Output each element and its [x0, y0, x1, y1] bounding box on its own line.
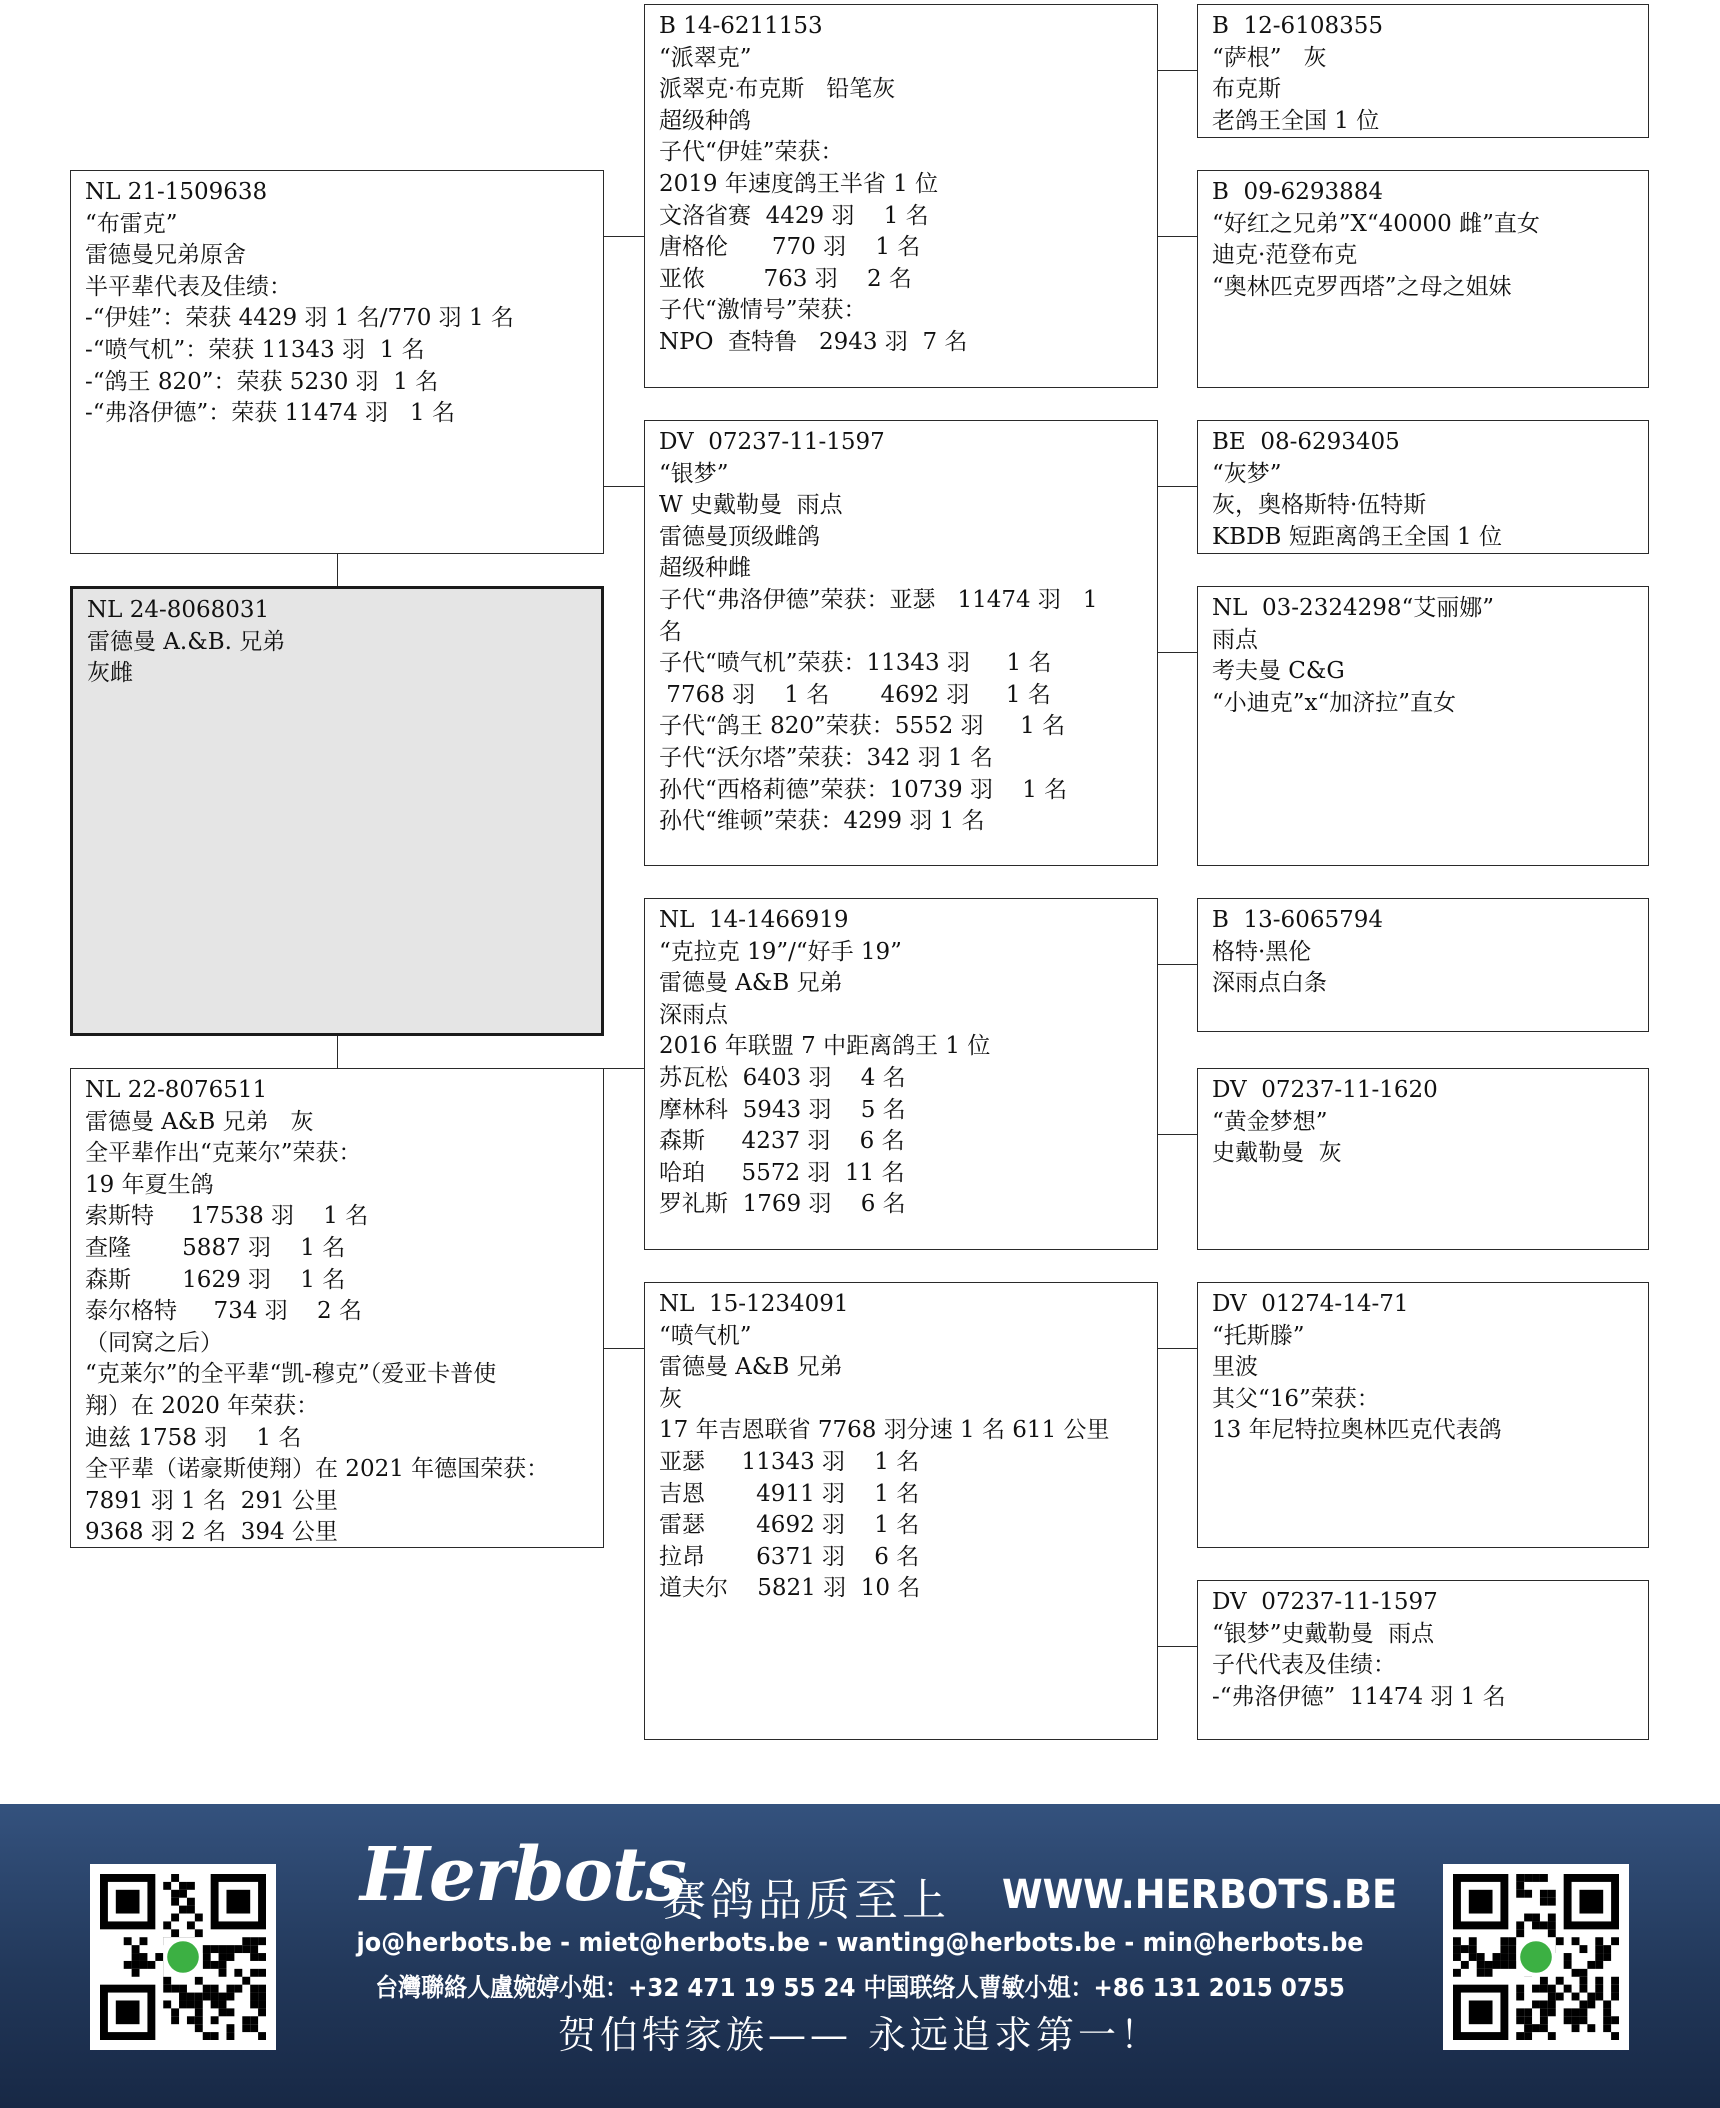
connector-ssd — [1158, 236, 1197, 237]
card-line: 17 年吉恩联省 7768 羽分速 1 名 611 公里 — [659, 1417, 1110, 1444]
card-line: BE 08-6293405 — [1212, 429, 1400, 455]
family-tagline: 贺伯特家族—— 永远追求第一！ — [557, 2013, 1163, 2057]
card-line: 子代“鸽王 820”荣获：5552 羽 1 名 — [659, 713, 1066, 740]
connector-sire-dam — [604, 486, 644, 487]
card-line: “黄金梦想” — [1212, 1108, 1328, 1135]
card-line: 雷德曼兄弟原舍 — [85, 242, 246, 269]
card-line: 子代“弗洛伊德”荣获：亚瑟 11474 羽 1 — [659, 586, 1098, 613]
card-line: “托斯滕” — [1212, 1322, 1305, 1349]
footer-banner — [0, 1804, 1720, 2108]
card-line: 子代“激情号”荣获： — [659, 297, 867, 324]
card-line: “小迪克”x“加济拉”直女 — [1212, 689, 1457, 716]
card-line: 迪克·范登布克 — [1212, 242, 1358, 269]
card-line: NL 22-8076511 — [85, 1077, 268, 1103]
sss-card — [1197, 4, 1649, 138]
card-line: B 13-6065794 — [1212, 907, 1383, 933]
card-line: DV 07237-11-1620 — [1212, 1077, 1438, 1103]
ddd-card — [1197, 1580, 1649, 1740]
dam-dam-card — [644, 1282, 1158, 1740]
card-line: 深雨点白条 — [1212, 970, 1327, 997]
card-line: NL 03-2324298“艾丽娜” — [1212, 595, 1495, 621]
card-line: DV 01274-14-71 — [1212, 1291, 1409, 1317]
card-line: 子代“喷气机”荣获：11343 羽 1 名 — [659, 650, 1052, 677]
card-line: 唐格伦 770 羽 1 名 — [659, 234, 921, 261]
card-line: 雷德曼 A.&B. 兄弟 — [87, 628, 286, 655]
card-line: -“喷气机”：荣获 11343 羽 1 名 — [85, 336, 425, 363]
card-line: -“弗洛伊德”：荣获 11474 羽 1 名 — [85, 400, 455, 427]
subject-card — [70, 586, 604, 1036]
card-line: 7768 羽 1 名 4692 羽 1 名 — [659, 681, 1051, 708]
ssd-card — [1197, 170, 1649, 388]
card-line: 哈珀 5572 羽 11 名 — [659, 1159, 905, 1186]
card-line: “奥林匹克罗西塔”之母之姐妹 — [1212, 273, 1512, 300]
card-line: NL 24-8068031 — [87, 597, 270, 623]
card-line: 派翠克·布克斯 铅笔灰 — [659, 76, 896, 103]
card-line: 2019 年速度鸽王半省 1 位 — [659, 170, 939, 197]
card-line: 灰，奥格斯特·伍特斯 — [1212, 492, 1427, 519]
connector-dds — [1158, 1348, 1197, 1349]
card-line: 孙代“维顿”荣获：4299 羽 1 名 — [659, 808, 985, 835]
sdd-card — [1197, 586, 1649, 866]
card-line: 亚瑟 11343 羽 1 名 — [659, 1448, 920, 1475]
card-line: “喷气机” — [659, 1322, 752, 1349]
card-line: 文洛省赛 4429 羽 1 名 — [659, 202, 929, 229]
card-line: 罗礼斯 1769 羽 6 名 — [659, 1191, 906, 1218]
connector-sds — [1158, 486, 1197, 487]
card-line: 子代“伊娃”荣获： — [659, 139, 844, 166]
card-line: NL 21-1509638 — [85, 179, 268, 205]
card-line: 迪兹 1758 羽 1 名 — [85, 1424, 302, 1451]
card-line: 苏瓦松 6403 羽 4 名 — [659, 1064, 906, 1091]
card-line: B 09-6293884 — [1212, 179, 1383, 205]
connector-sss — [1158, 70, 1197, 71]
card-line: 灰 — [659, 1385, 682, 1412]
card-line: 吉恩 4911 羽 1 名 — [659, 1480, 920, 1507]
card-line: 雷德曼 A&B 兄弟 — [659, 970, 843, 997]
herbots-logo: Herbots — [360, 1832, 686, 1918]
card-line: 森斯 1629 羽 1 名 — [85, 1266, 346, 1293]
card-line: 雷德曼 A&B 兄弟 灰 — [85, 1108, 314, 1135]
connector-sire-sire — [604, 236, 644, 237]
card-line: W 史戴勒曼 雨点 — [659, 492, 843, 519]
card-line: “灰梦” — [1212, 460, 1282, 487]
card-line: 全平辈（诺豪斯使翔）在 2021 年德国荣获： — [85, 1456, 550, 1483]
card-line: 里波 — [1212, 1354, 1258, 1381]
card-line: 7891 羽 1 名 291 公里 — [85, 1487, 338, 1514]
card-line: 名 — [659, 618, 682, 645]
card-line: 索斯特 17538 羽 1 名 — [85, 1203, 369, 1230]
card-line: “好红之兄弟”X“40000 雌”直女 — [1212, 210, 1540, 237]
card-line: 子代代表及佳绩： — [1212, 1652, 1396, 1679]
card-line: 雷瑟 4692 羽 1 名 — [659, 1512, 920, 1539]
card-line: 深雨点 — [659, 1001, 728, 1028]
card-line: B 12-6108355 — [1212, 13, 1383, 39]
card-line: 孙代“西格莉德”荣获：10739 羽 1 名 — [659, 776, 1068, 803]
connector-subject-dam — [337, 1036, 338, 1068]
dsd-card — [1197, 1068, 1649, 1250]
card-line: -“弗洛伊德” 11474 羽 1 名 — [1212, 1683, 1506, 1710]
brand-row — [360, 1832, 1398, 1926]
card-line: 考夫曼 C&G — [1212, 658, 1345, 685]
card-line: 2016 年联盟 7 中距离鸽王 1 位 — [659, 1033, 991, 1060]
card-line: 老鸽王全国 1 位 — [1212, 107, 1380, 134]
card-line: 9368 羽 2 名 394 公里 — [85, 1519, 338, 1546]
card-line: “克莱尔”的全平辈“凯-穆克”（爱亚卡普使 — [85, 1361, 497, 1388]
card-line: “萨根” 灰 — [1212, 44, 1327, 71]
card-line: （同窝之后） — [85, 1329, 223, 1356]
sire-dam-card — [644, 420, 1158, 866]
connector-ddd — [1158, 1646, 1197, 1647]
card-line: 19 年夏生鸽 — [85, 1171, 214, 1198]
card-line: “派翠克” — [659, 44, 752, 71]
card-line: 雷德曼顶级雌鸽 — [659, 523, 820, 550]
sire-sire-card — [644, 4, 1158, 388]
card-line: NL 15-1234091 — [659, 1291, 849, 1317]
card-line: 道夫尔 5821 羽 10 名 — [659, 1575, 921, 1602]
card-line: 灰雌 — [87, 660, 133, 687]
card-line: 半平辈代表及佳绩： — [85, 273, 292, 300]
card-line: 查隆 5887 羽 1 名 — [85, 1234, 346, 1261]
card-line: 超级种鸽 — [659, 107, 751, 134]
connector-sdd — [1158, 652, 1197, 653]
card-line: -“伊娃”：荣获 4429 羽 1 名/770 羽 1 名 — [85, 305, 514, 332]
card-line: “银梦”史戴勒曼 雨点 — [1212, 1620, 1435, 1647]
card-line: KBDB 短距离鸽王全国 1 位 — [1212, 523, 1502, 550]
card-line: 亚侬 763 羽 2 名 — [659, 265, 912, 292]
dam-card — [70, 1068, 604, 1548]
connector-dsd — [1158, 1134, 1197, 1135]
card-line: DV 07237-11-1597 — [659, 429, 885, 455]
contact-phones: 台灣聯絡人盧婉婷小姐：+32 471 19 55 24 中国联络人曹敏小姐：+86 131 2015 0755 — [375, 1973, 1345, 2002]
card-line: “布雷克” — [85, 210, 178, 237]
card-line: DV 07237-11-1597 — [1212, 1589, 1438, 1615]
dds-card — [1197, 1282, 1649, 1548]
card-line: 雨点 — [1212, 626, 1258, 653]
card-line: 13 年尼特拉奥林匹克代表鸽 — [1212, 1417, 1502, 1444]
connector-dam-dam — [604, 1348, 644, 1349]
website-link[interactable]: WWW.HERBOTS.BE — [1002, 1872, 1398, 1918]
sire-card — [70, 170, 604, 554]
card-line: B 14-6211153 — [659, 13, 823, 39]
card-line: NPO 查特鲁 2943 羽 7 名 — [659, 328, 968, 355]
connector-sire-subject — [337, 554, 338, 586]
card-line: 布克斯 — [1212, 76, 1281, 103]
card-line: 子代“沃尔塔”荣获：342 羽 1 名 — [659, 744, 993, 771]
card-line: “银梦” — [659, 460, 729, 487]
card-line: 其父“16”荣获： — [1212, 1385, 1380, 1412]
card-line: 全平辈作出“克莱尔”荣获： — [85, 1140, 362, 1167]
card-line: 超级种雌 — [659, 555, 751, 582]
dss-card — [1197, 898, 1649, 1032]
card-line: NL 14-1466919 — [659, 907, 849, 933]
wechat-qr-code[interactable] — [1443, 1864, 1629, 2050]
dam-sire-card — [644, 898, 1158, 1250]
card-line: 森斯 4237 羽 6 名 — [659, 1128, 905, 1155]
card-line: “克拉克 19”/“好手 19” — [659, 938, 902, 965]
card-line: 格特·黑伦 — [1212, 938, 1312, 965]
card-line: 翔）在 2020 年荣获： — [85, 1392, 320, 1419]
card-line: 拉昂 6371 羽 6 名 — [659, 1543, 920, 1570]
connector-dam-sire — [604, 1068, 644, 1069]
brand-slogan: 赛鸽品质至上 — [662, 1875, 950, 1926]
sds-card — [1197, 420, 1649, 554]
card-line: 雷德曼 A&B 兄弟 — [659, 1354, 843, 1381]
email-list[interactable]: jo@herbots.be - miet@herbots.be - wanting@herbots.be - min@herbots.be — [356, 1928, 1364, 1958]
card-line: -“鸽王 820”：荣获 5230 羽 1 名 — [85, 368, 439, 395]
card-line: 摩林科 5943 羽 5 名 — [659, 1096, 906, 1123]
connector-dss — [1158, 964, 1197, 965]
wechat-qr-icon — [1453, 1874, 1619, 2040]
card-line: 泰尔格特 734 羽 2 名 — [85, 1298, 362, 1325]
card-line: 史戴勒曼 灰 — [1212, 1140, 1342, 1167]
